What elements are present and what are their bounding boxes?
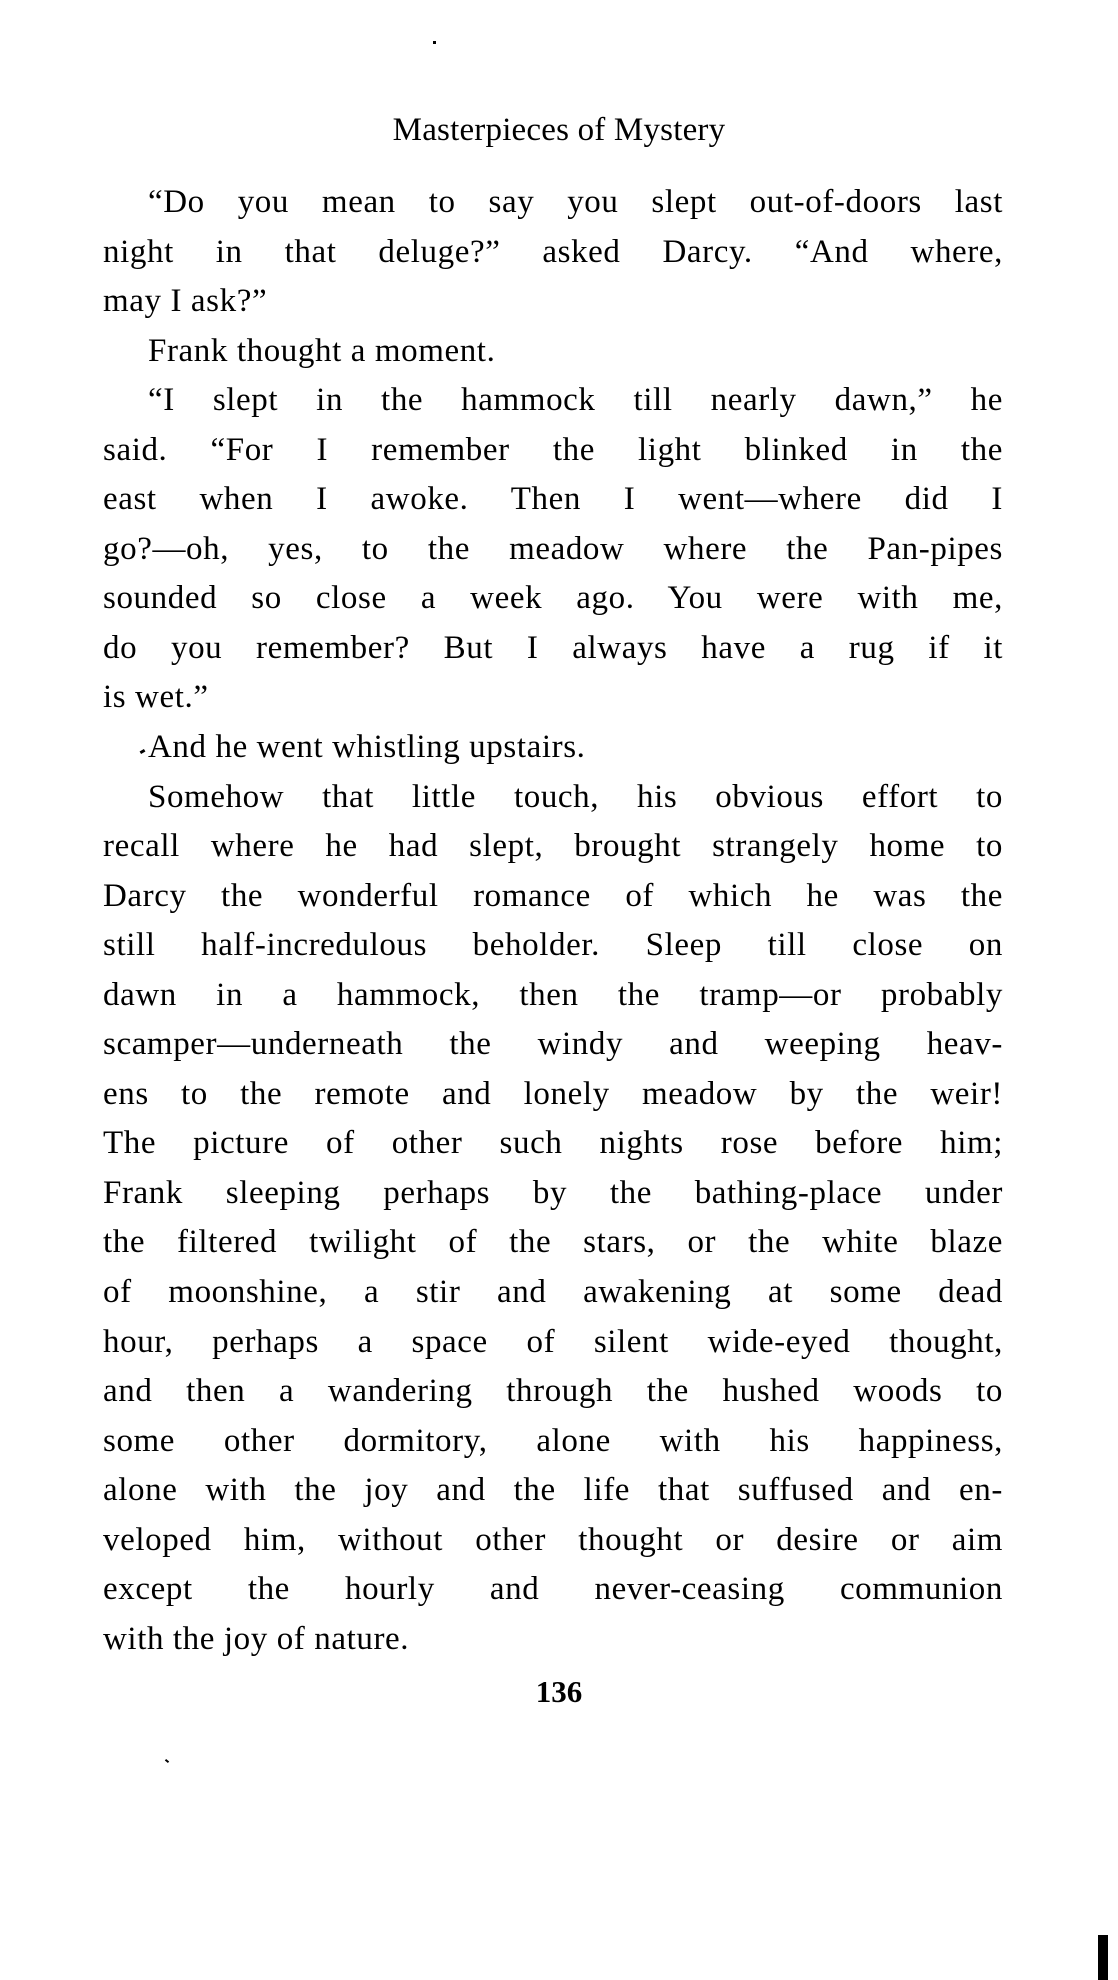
scan-speck (165, 1759, 169, 1763)
running-header: Masterpieces of Mystery (392, 112, 726, 148)
text-line: go?—oh, yes, to the meadow where the Pan-pipes (103, 530, 1003, 567)
text-line: hour, perhaps a space of silent wide-eyed thought, (103, 1323, 1003, 1360)
text-line: The picture of other such nights rose before him; (103, 1125, 1003, 1162)
text-line: may I ask?” (103, 283, 268, 320)
text-line: “I slept in the hammock till nearly dawn,” he (148, 382, 1003, 419)
text-line: and then a wandering through the hushed woods to (103, 1373, 1003, 1410)
scan-speck (433, 41, 436, 44)
text-line: veloped him, without other thought or desire or aim (103, 1521, 1003, 1558)
text-line: except the hourly and never-ceasing communion (103, 1571, 1003, 1608)
text-line: of moonshine, a stir and awakening at some dead (103, 1274, 1003, 1311)
text-line: Frank sleeping perhaps by the bathing-place under (103, 1174, 1003, 1211)
text-line: Somehow that little touch, his obvious effort to (148, 778, 1003, 815)
text-line: Frank thought a moment. (148, 332, 496, 369)
text-line: sounded so close a week ago. You were with me, (103, 580, 1003, 617)
text-line: “Do you mean to say you slept out-of-doors last (148, 184, 1003, 220)
text-line: And he went whistling upstairs. (148, 729, 586, 766)
text-line: some other dormitory, alone with his happiness, (103, 1422, 1003, 1459)
text-line: the filtered twilight of the stars, or the white blaze (103, 1224, 1003, 1261)
text-line: ens to the remote and lonely meadow by the weir! (103, 1075, 1003, 1112)
text-line: with the joy of nature. (103, 1620, 410, 1657)
text-line: is wet.” (103, 679, 209, 716)
text-line: recall where he had slept, brought strangely home to (103, 828, 1003, 865)
text-line: scamper—underneath the windy and weeping heav- (103, 1026, 1003, 1063)
text-line: do you remember? But I always have a rug if it (103, 629, 1003, 666)
page-number: 136 (535, 1674, 583, 1709)
page-body (103, 178, 1003, 1664)
text-line: alone with the joy and the life that suffused and en- (103, 1472, 1003, 1509)
text-line: dawn in a hammock, then the tramp—or probably (103, 976, 1003, 1013)
text-line: said. “For I remember the light blinked in the (103, 431, 1003, 468)
text-line: east when I awoke. Then I went—where did I (103, 481, 1003, 518)
text-line: Darcy the wonderful romance of which he was the (103, 877, 1003, 914)
scan-speck (1098, 1935, 1108, 1980)
text-line: night in that deluge?” asked Darcy. “And where, (103, 233, 1003, 270)
text-line: still half-incredulous beholder. Sleep till close on (103, 927, 1003, 964)
